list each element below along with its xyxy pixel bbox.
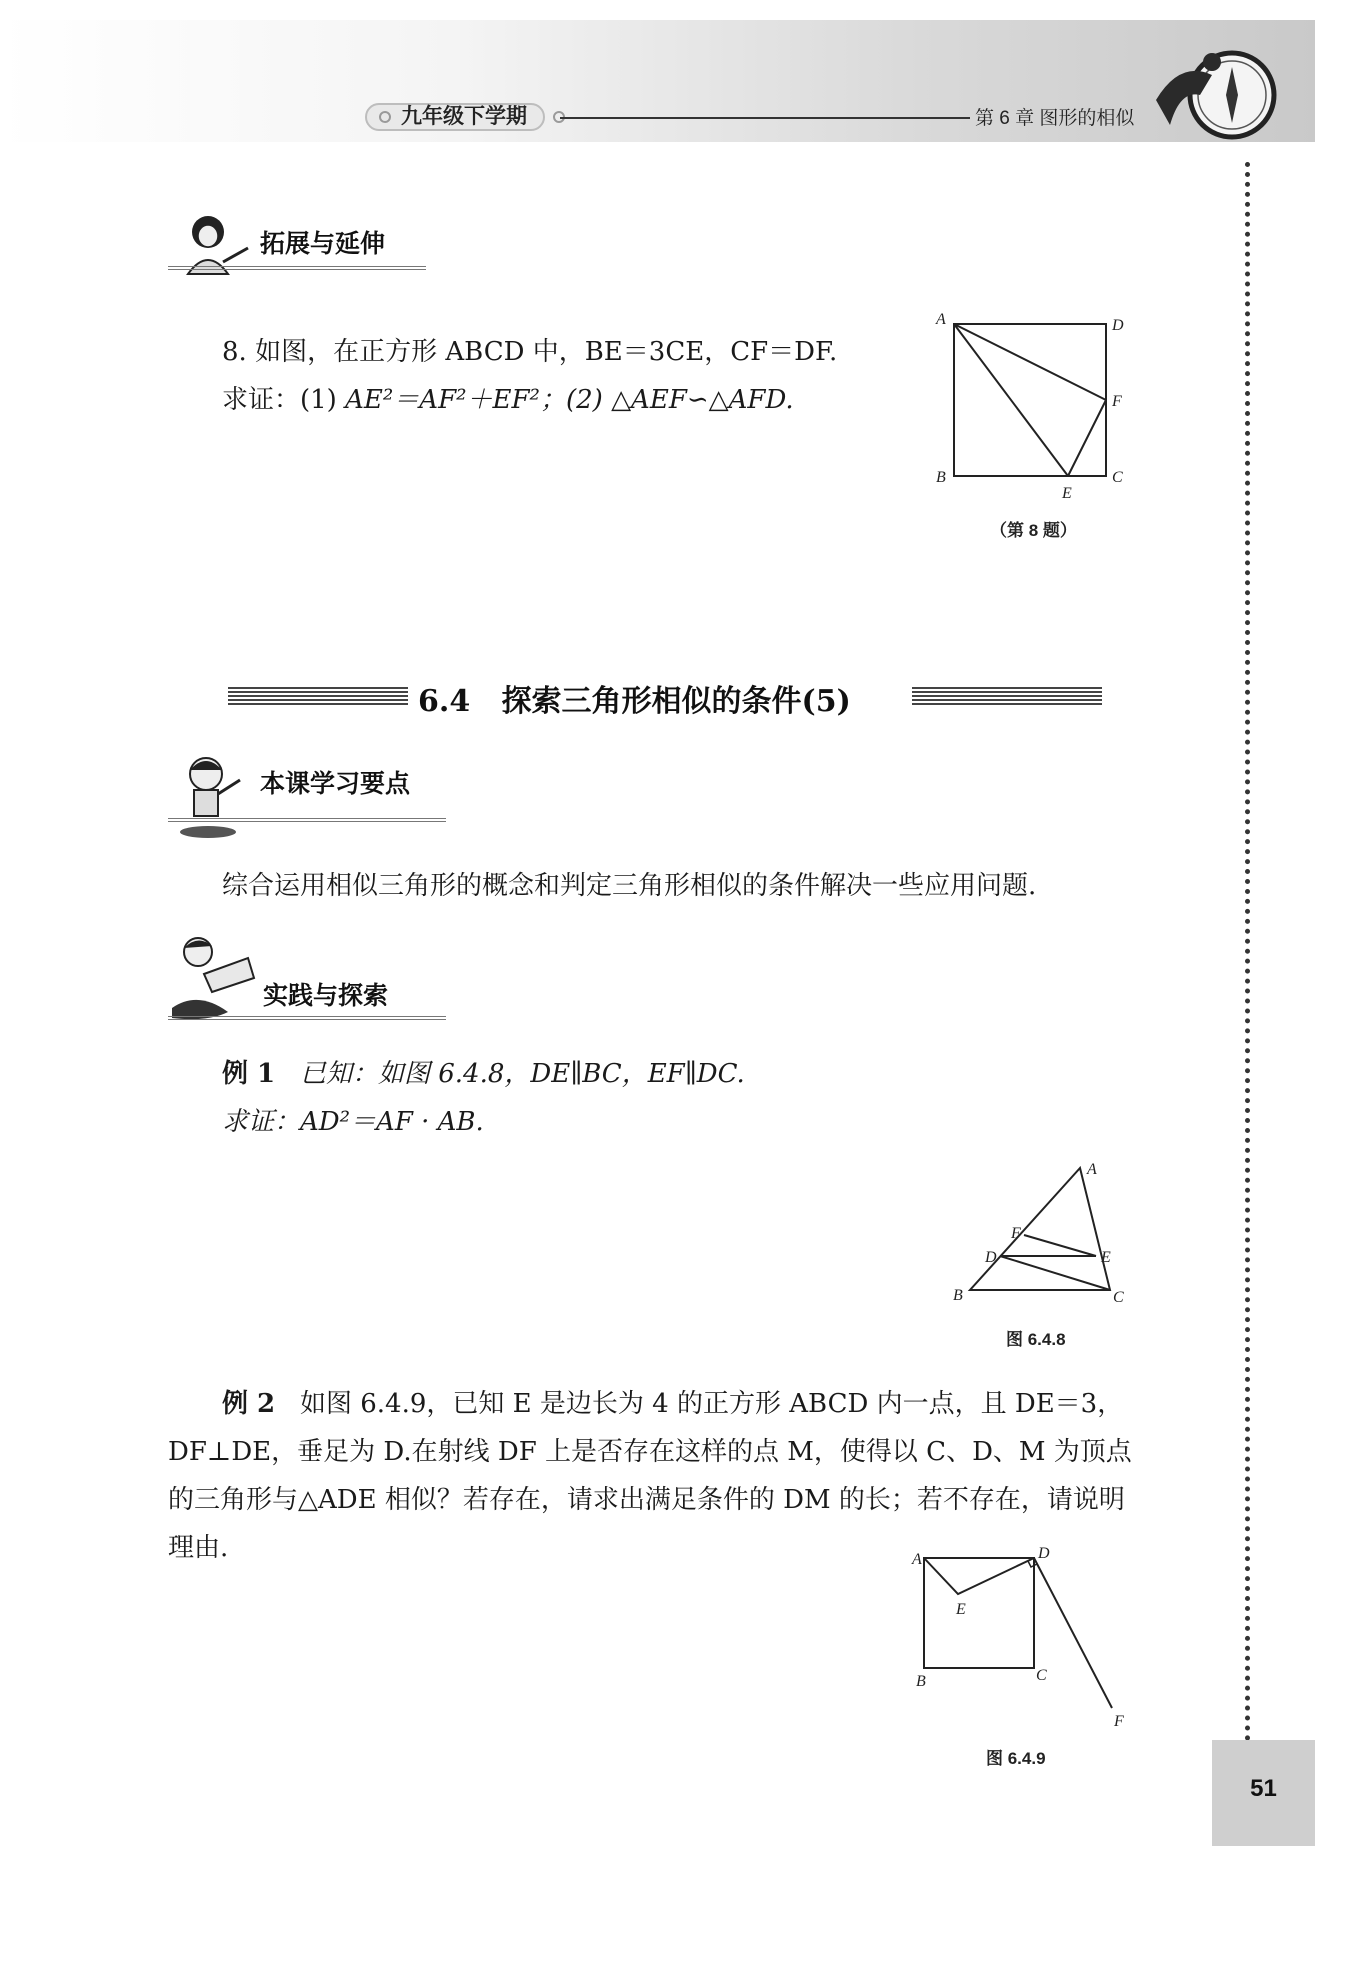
figure-6-4-9-caption: 图 6.4.9	[986, 1749, 1046, 1768]
example2-line1	[222, 1380, 1123, 1428]
title-stripe-right	[912, 687, 1102, 707]
section-banner-extension	[168, 212, 428, 282]
lesson-number: 6.4	[418, 684, 471, 719]
banner-underline	[168, 266, 426, 272]
label-d: D	[1112, 317, 1124, 334]
section-banner-practice	[168, 930, 448, 1010]
lesson-title	[418, 676, 851, 720]
segment-ef	[1068, 400, 1106, 476]
label-a: A	[936, 311, 946, 328]
segment-ef	[1024, 1235, 1096, 1256]
problem8-line2-prefix: 求证：(1)	[222, 385, 346, 415]
triangle-abc	[970, 1168, 1110, 1290]
segment-af	[954, 324, 1106, 400]
banner-underline	[168, 818, 446, 824]
section-banner-keypoints	[168, 752, 448, 822]
student-mascot-icon	[168, 752, 258, 842]
example1-given: 已知：如图 6.4.8，DE∥BC，EF∥DC.	[299, 1059, 745, 1089]
ray-df	[1034, 1558, 1112, 1708]
label-a: A	[912, 1551, 922, 1568]
label-a: A	[1087, 1161, 1097, 1178]
figure-6-4-8-caption: 图 6.4.8	[1006, 1330, 1066, 1349]
problem8-line1: 8. 如图，在正方形 ABCD 中，BE＝3CE，CF＝DF.	[222, 337, 838, 367]
label-e: E	[956, 1601, 966, 1618]
compass-runner-icon	[1150, 40, 1280, 150]
example1-line1	[222, 1050, 745, 1098]
key-point-text: 综合运用相似三角形的概念和判定三角形相似的条件解决一些应用问题.	[222, 871, 1037, 901]
label-d: D	[1038, 1545, 1050, 1562]
title-stripe-left	[228, 687, 408, 707]
example1-label: 例 1	[222, 1059, 276, 1089]
segment-dc	[1000, 1256, 1110, 1290]
label-c: C	[1113, 1289, 1124, 1306]
problem8-caption: （第 8 题）	[990, 521, 1077, 540]
lesson-title-bar	[0, 672, 1350, 722]
figure-6-4-9	[900, 1540, 1140, 1740]
figure-problem8	[930, 310, 1130, 510]
section-title-keypoints: 本课学习要点	[260, 769, 411, 798]
label-f: F	[1114, 1713, 1124, 1730]
label-e: E	[1062, 485, 1072, 502]
example2-line3: 的三角形与△ADE 相似？若存在，请求出满足条件的 DM 的长；若不存在，请说明	[168, 1485, 1125, 1515]
example2-line4: 理由.	[168, 1533, 229, 1563]
label-c: C	[1112, 469, 1123, 486]
label-c: C	[1036, 1667, 1047, 1684]
grade-label: 九年级下学期	[365, 103, 545, 131]
problem8-line2-math: AE²＝AF²＋EF²；(2) △AEF∽△AFD.	[345, 385, 794, 415]
example2-label: 例 2	[222, 1389, 276, 1419]
label-f: F	[1011, 1225, 1021, 1242]
margin-dotted-line	[1245, 162, 1250, 1742]
label-d: D	[985, 1249, 997, 1266]
section-title-extension: 拓展与延伸	[260, 229, 386, 258]
example1-line2: 求证：AD²＝AF · AB.	[222, 1107, 484, 1137]
example2-line1-text: 如图 6.4.9，已知 E 是边长为 4 的正方形 ABCD 内一点，且 DE＝3，	[299, 1389, 1124, 1419]
banner-underline	[168, 1016, 446, 1022]
square-abcd	[954, 324, 1106, 476]
segments-ae-ed	[924, 1558, 1034, 1594]
label-e: E	[1101, 1249, 1111, 1266]
surfing-student-icon	[168, 930, 263, 1025]
header-rule	[560, 117, 970, 119]
lesson-name: 探索三角形相似的条件(5)	[501, 684, 851, 719]
page-number: 51	[1250, 1775, 1277, 1802]
figure-6-4-8	[945, 1160, 1145, 1310]
problem8-line2	[222, 376, 794, 424]
chapter-title: 第 6 章 图形的相似	[975, 108, 1135, 129]
label-f: F	[1112, 393, 1122, 410]
section-title-practice: 实践与探索	[263, 981, 389, 1010]
label-b: B	[936, 469, 946, 486]
segment-ae	[954, 324, 1068, 476]
label-b: B	[953, 1287, 963, 1304]
label-b: B	[916, 1673, 926, 1690]
example2-line2: DF⊥DE，垂足为 D.在射线 DF 上是否存在这样的点 M，使得以 C、D、M 为顶点	[168, 1437, 1132, 1467]
